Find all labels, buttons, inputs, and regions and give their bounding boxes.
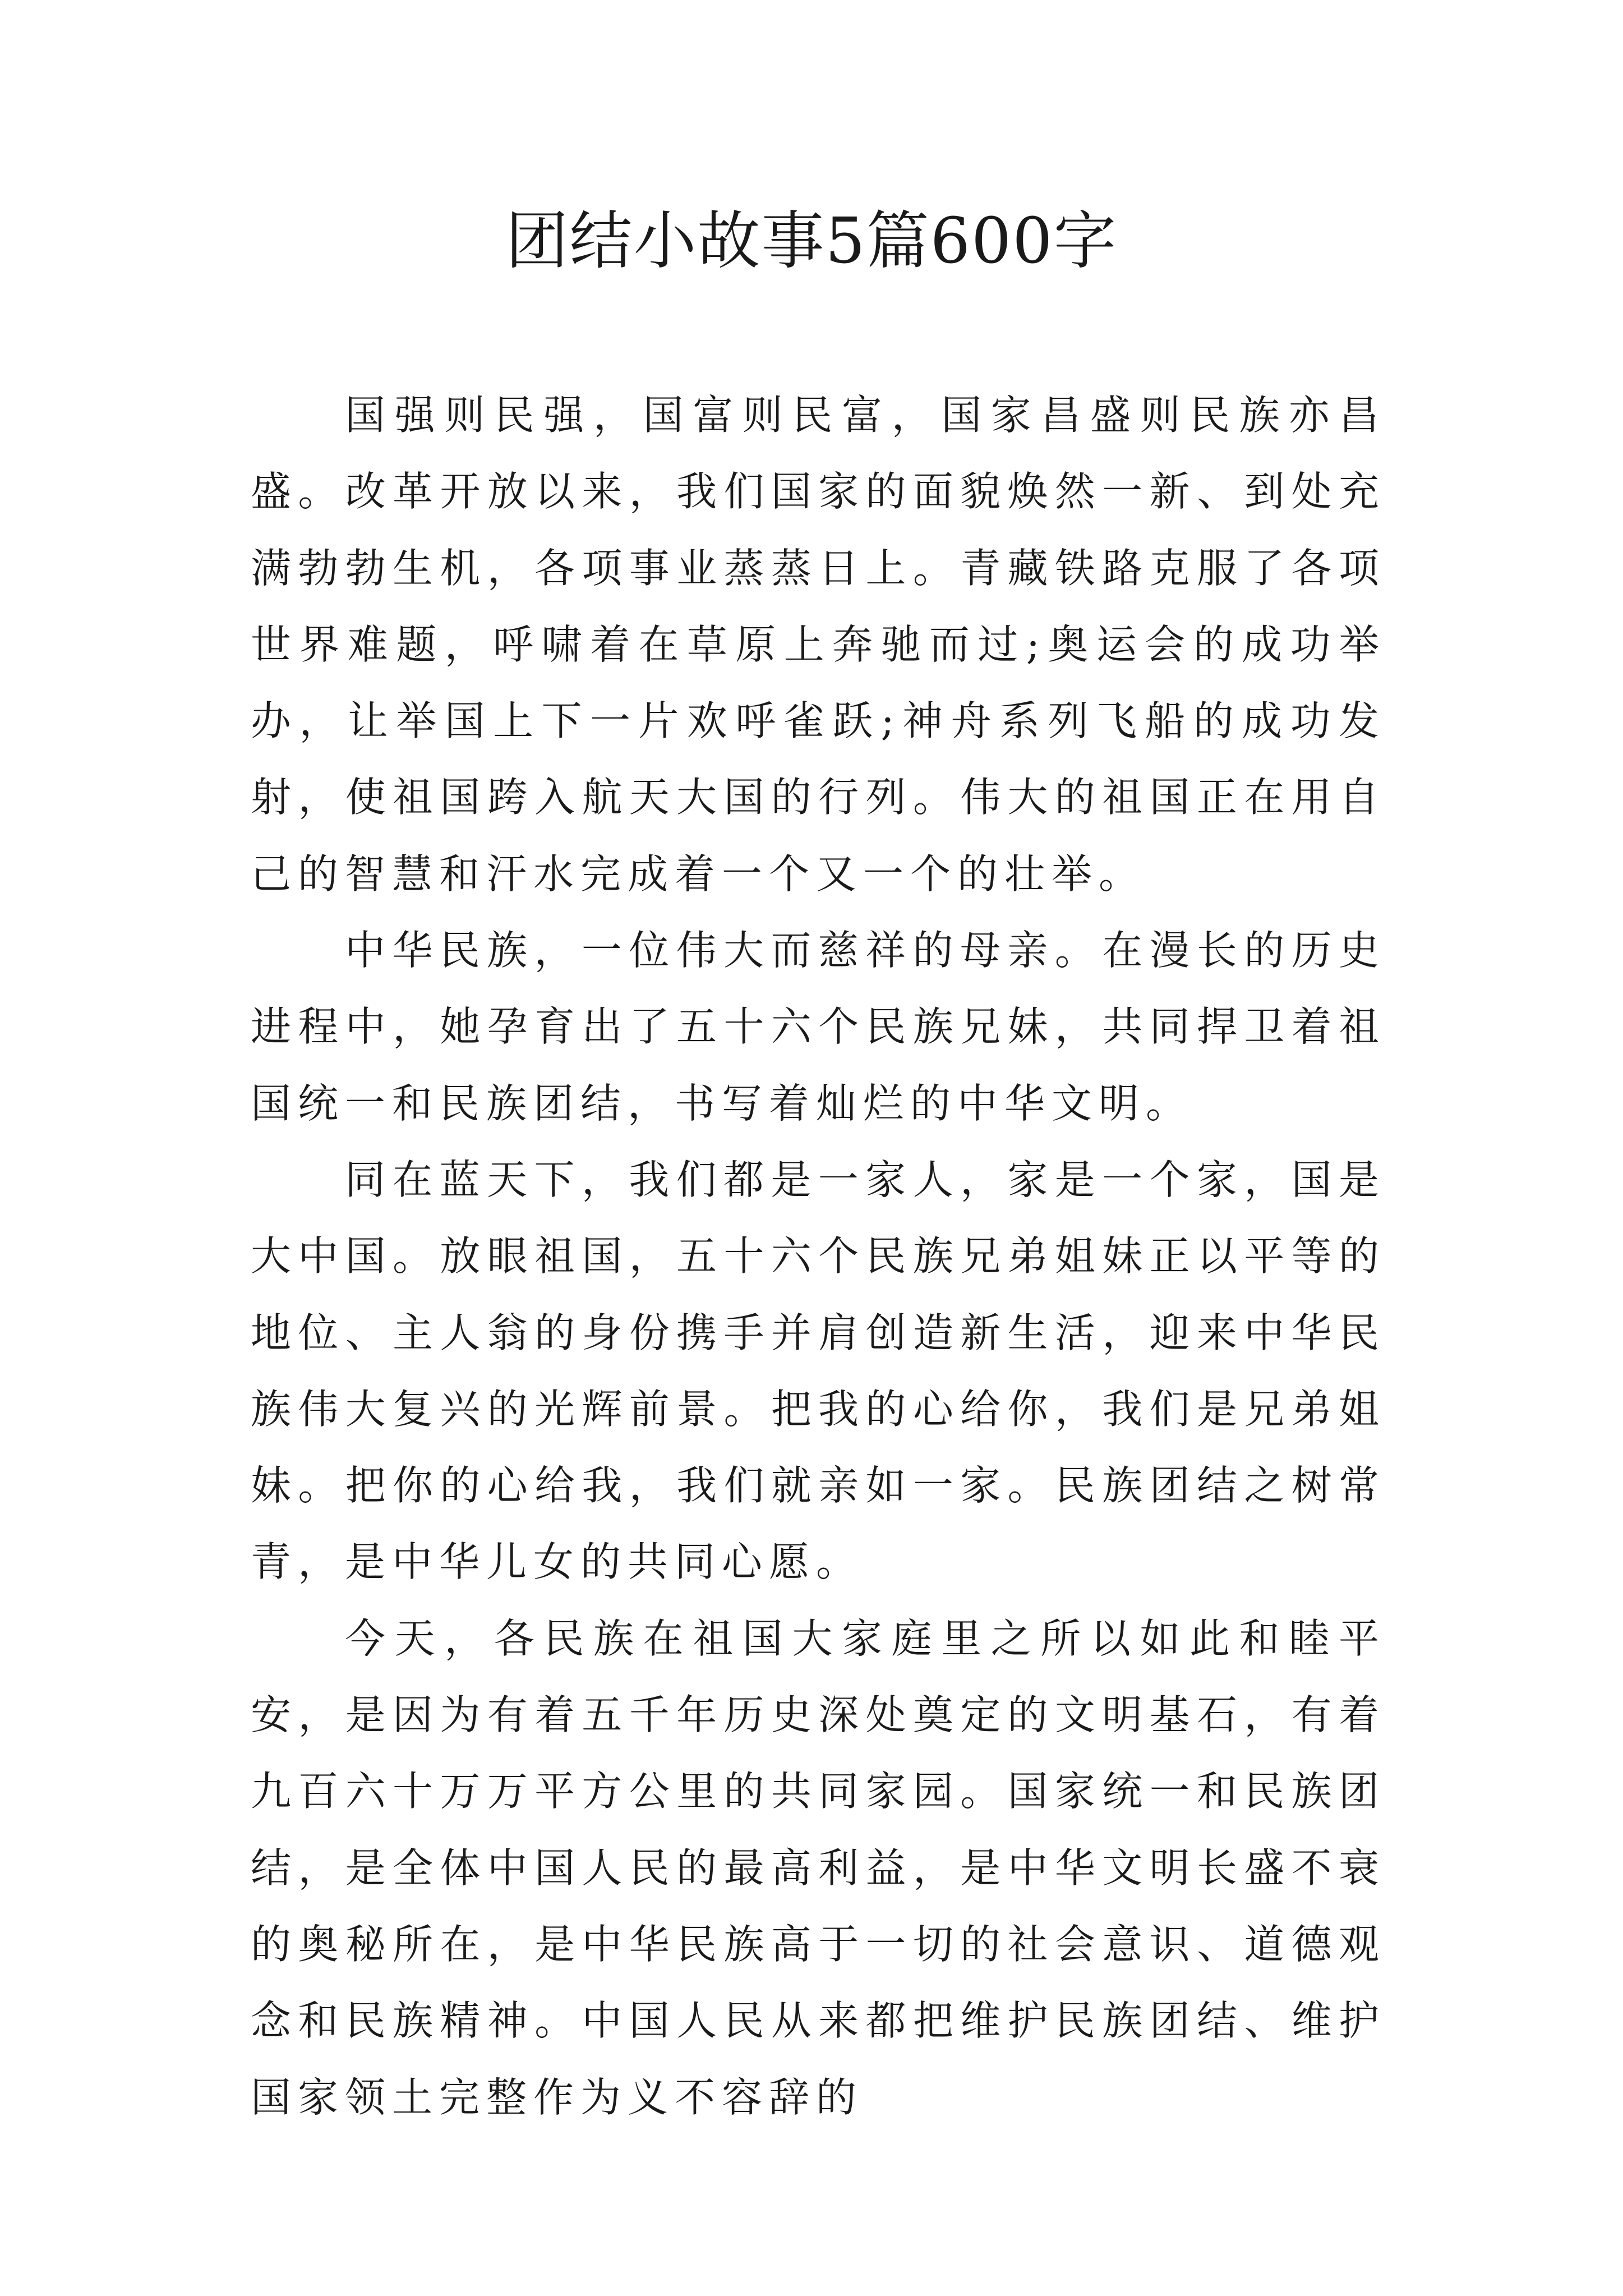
paragraph-3: 同在蓝天下，我们都是一家人，家是一个家，国是大中国。放眼祖国，五十六个民族兄弟姐妹正以平等的地位、主人翁的身份携手并肩创造新生活，迎来中华民族伟大复兴的光辉前景。把我的心给你，我们是兄弟姐妹。把你的心给我，我们就亲如一家。民族团结之树常青，是中华儿女的共同心愿。 — [251, 1156, 1386, 1586]
document-title: 团结小故事5篇600字 — [505, 205, 1118, 278]
document-body — [251, 377, 1386, 2136]
paragraph-4: 今天，各民族在祖国大家庭里之所以如此和睦平安，是因为有着五千年历史深处奠定的文明基石，有着九百六十万万平方公里的共同家园。国家统一和民族团结，是全体中国人民的最高利益，是中华文明长盛不衰的奥秘所在，是中华民族高于一切的社会意识、道德观念和民族精神。中国人民从来都把维护民族团结、维护国家领土完整作为义不容辞的 — [251, 1614, 1386, 2121]
paragraph-1: 国强则民强，国富则民富，国家昌盛则民族亦昌盛。改革开放以来，我们国家的面貌焕然一新、到处充满勃勃生机，各项事业蒸蒸日上。青藏铁路克服了各项世界难题，呼啸着在草原上奔驰而过;奥运会的成功举办，让举国上下一片欢呼雀跃;神舟系列飞船的成功发射，使祖国跨入航天大国的行列。伟大的祖国正在用自己的智慧和汗水完成着一个又一个的壮举。 — [251, 392, 1386, 898]
paragraph-2: 中华民族，一位伟大而慈祥的母亲。在漫长的历史进程中，她孕育出了五十六个民族兄妹，共同捍卫着祖国统一和民族团结，书写着灿烂的中华文明。 — [251, 927, 1386, 1127]
